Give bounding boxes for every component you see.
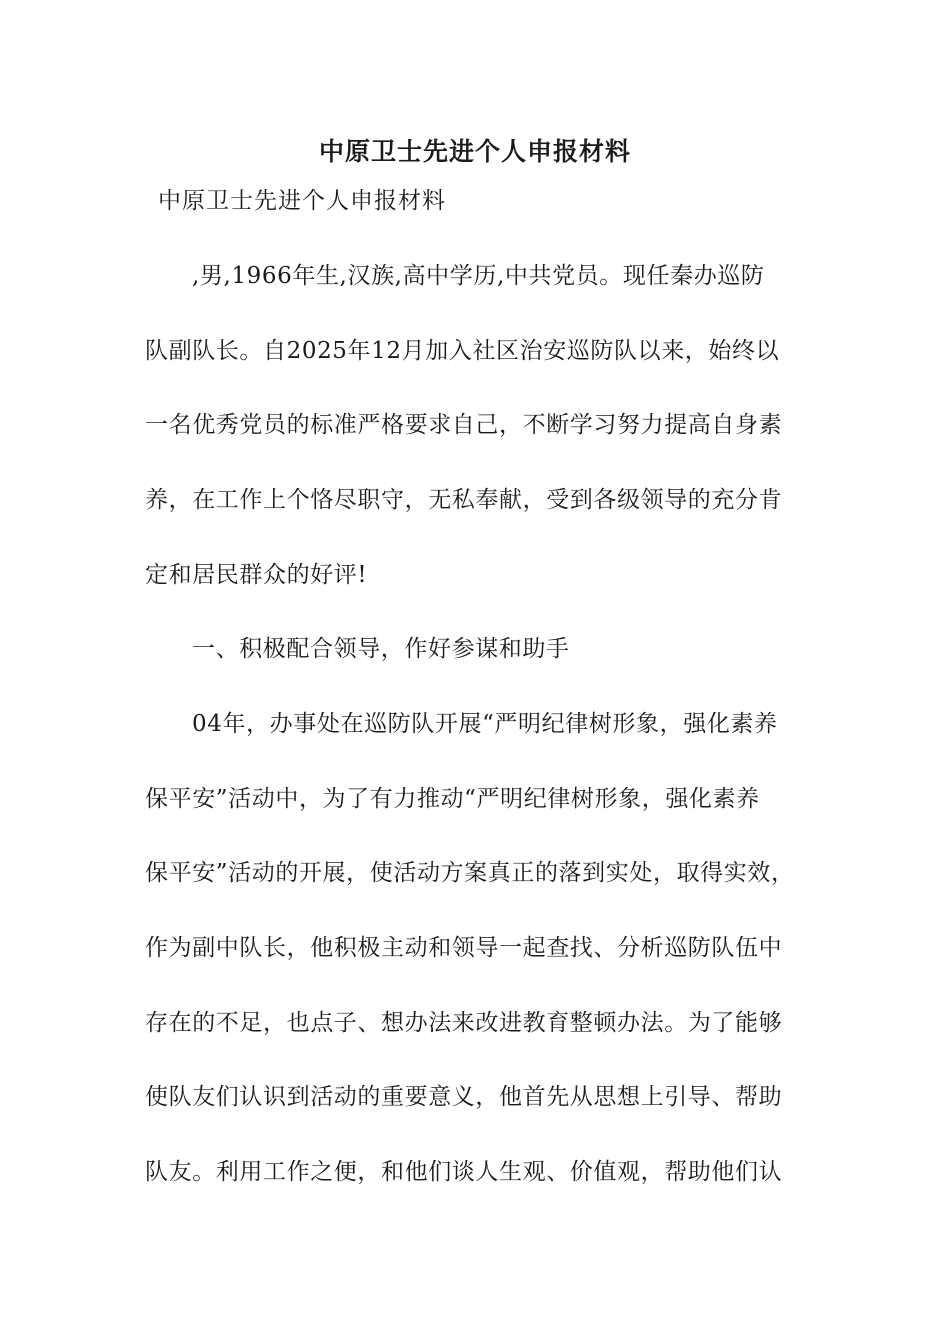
paragraph-line: 队副队长。自2025年12月加入社区治安巡防队以来，始终以 bbox=[145, 338, 780, 364]
paragraph-line: 04年，办事处在巡防队开展“严明纪律树形象，强化素养 bbox=[192, 711, 778, 737]
paragraph-line: 养，在工作上个恪尽职守，无私奉献，受到各级领导的充分肯 bbox=[145, 487, 783, 513]
paragraph-line: ,男,1966年生,汉族,高中学历,中共党员。现任秦办巡防 bbox=[192, 263, 765, 289]
document-subtitle: 中原卫士先进个人申报材料 bbox=[158, 188, 446, 214]
paragraph-line: 使队友们认识到活动的重要意义，他首先从思想上引导、帮助 bbox=[145, 1084, 783, 1110]
paragraph-line: 作为副中队长，他积极主动和领导一起查找、分析巡防队伍中 bbox=[145, 935, 783, 961]
paragraph-line: 定和居民群众的好评! bbox=[145, 562, 368, 588]
section-heading: 一、积极配合领导，作好参谋和助手 bbox=[192, 636, 570, 662]
paragraph-line: 一名优秀党员的标准严格要求自己，不断学习努力提高自身素 bbox=[145, 412, 783, 438]
document-title: 中原卫士先进个人申报材料 bbox=[318, 137, 631, 166]
paragraph-line: 队友。利用工作之便，和他们谈人生观、价值观，帮助他们认 bbox=[145, 1159, 783, 1185]
paragraph-line: 存在的不足，也点子、想办法来改进教育整顿办法。为了能够 bbox=[145, 1010, 783, 1036]
paragraph-line: 保平安”活动的开展，使活动方案真正的落到实处，取得实效， bbox=[145, 860, 795, 886]
paragraph-line: 保平安”活动中，为了有力推动“严明纪律树形象，强化素养 bbox=[145, 786, 760, 812]
